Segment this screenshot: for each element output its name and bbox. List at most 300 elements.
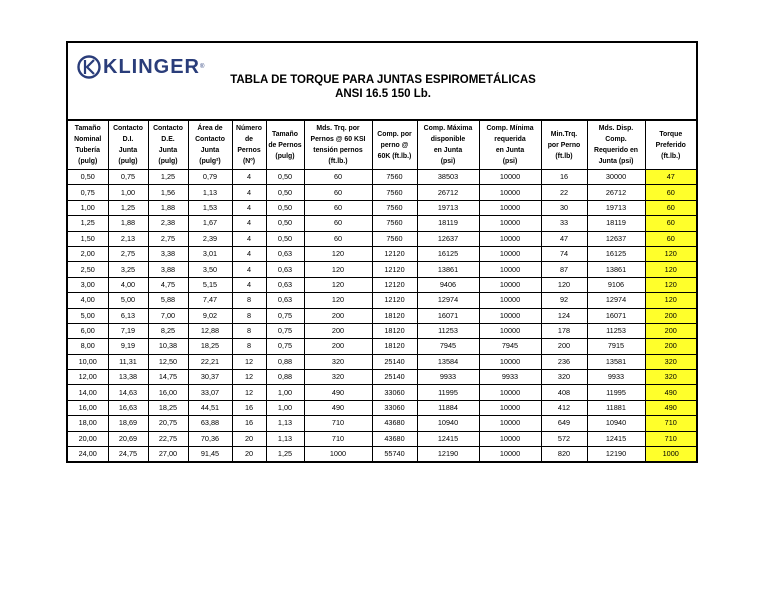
- table-cell: 8,25: [148, 323, 188, 338]
- table-row: [68, 385, 696, 400]
- table-cell: 12,50: [148, 354, 188, 369]
- table-cell: 74: [541, 246, 587, 261]
- column-header-line: (pulg): [118, 158, 138, 165]
- column-header-line: Tubería: [75, 147, 100, 154]
- preferred-torque-cell: 320: [645, 354, 696, 369]
- column-header-line: Requerido en: [593, 147, 639, 154]
- table-cell: 60: [304, 185, 372, 200]
- table-header-row: [68, 121, 696, 170]
- table-cell: 3,50: [188, 262, 232, 277]
- column-header-line: Contacto: [153, 125, 183, 132]
- table-cell: 24,75: [108, 447, 148, 462]
- table-cell: 0,50: [266, 170, 304, 185]
- table-cell: 13584: [417, 354, 479, 369]
- table-cell: 16,00: [148, 385, 188, 400]
- table-cell: 0,75: [266, 308, 304, 323]
- table-cell: 8: [232, 308, 266, 323]
- table-row: [68, 431, 696, 446]
- table-cell: 120: [304, 293, 372, 308]
- table-cell: 22: [541, 185, 587, 200]
- table-cell: 55740: [372, 447, 417, 462]
- table-cell: 11884: [417, 400, 479, 415]
- table-cell: 10000: [479, 431, 541, 446]
- table-cell: 16,63: [108, 400, 148, 415]
- table-cell: 1,13: [266, 431, 304, 446]
- column-header-line: (ft.lb.): [661, 152, 681, 160]
- table-cell: 25140: [372, 354, 417, 369]
- column-header-line: Comp. Mínima: [486, 125, 534, 132]
- table-cell: 20: [232, 431, 266, 446]
- table-cell: 30,37: [188, 370, 232, 385]
- table-cell: 4: [232, 231, 266, 246]
- table-cell: 12415: [587, 431, 645, 446]
- table-cell: 1,00: [266, 400, 304, 415]
- table-cell: 24,00: [68, 447, 108, 462]
- table-cell: 200: [304, 323, 372, 338]
- preferred-torque-cell: 710: [645, 416, 696, 431]
- column-header-line: perno @: [380, 141, 409, 149]
- table-cell: 2,39: [188, 231, 232, 246]
- table-cell: 7560: [372, 170, 417, 185]
- column-header-line: Pernos @ 60 KSI: [310, 136, 366, 143]
- table-cell: 8: [232, 339, 266, 354]
- table-cell: 412: [541, 400, 587, 415]
- table-cell: 27,00: [148, 447, 188, 462]
- table-cell: 1,13: [188, 185, 232, 200]
- table-cell: 6,00: [68, 323, 108, 338]
- table-cell: 2,75: [108, 246, 148, 261]
- column-header-line: Torque: [659, 130, 683, 138]
- torque-table: [68, 121, 696, 461]
- table-cell: 0,50: [266, 231, 304, 246]
- table-cell: 10000: [479, 262, 541, 277]
- table-cell: 26712: [587, 185, 645, 200]
- column-header: [232, 121, 266, 170]
- klinger-emblem-icon: [77, 55, 101, 79]
- table-cell: 408: [541, 385, 587, 400]
- preferred-torque-cell: 47: [645, 170, 696, 185]
- table-cell: 18120: [372, 339, 417, 354]
- table-cell: 3,25: [108, 262, 148, 277]
- table-row: [68, 246, 696, 261]
- table-cell: 26712: [417, 185, 479, 200]
- table-cell: 120: [304, 277, 372, 292]
- table-cell: 9933: [479, 370, 541, 385]
- column-header: [541, 121, 587, 170]
- preferred-torque-cell: 710: [645, 431, 696, 446]
- column-header-line: Mds. Trq. por: [316, 125, 360, 132]
- table-cell: 200: [541, 339, 587, 354]
- table-row: [68, 216, 696, 231]
- table-cell: 22,75: [148, 431, 188, 446]
- table-row: [68, 416, 696, 431]
- table-cell: 649: [541, 416, 587, 431]
- table-cell: 4: [232, 200, 266, 215]
- table-cell: 1,00: [68, 200, 108, 215]
- table-cell: 44,51: [188, 400, 232, 415]
- table-cell: 9,19: [108, 339, 148, 354]
- table-cell: 10000: [479, 200, 541, 215]
- table-cell: 9106: [587, 277, 645, 292]
- table-cell: 10000: [479, 293, 541, 308]
- table-cell: 91,45: [188, 447, 232, 462]
- table-cell: 14,00: [68, 385, 108, 400]
- column-header-line: Junta: [158, 147, 178, 154]
- table-cell: 178: [541, 323, 587, 338]
- column-header-line: (ft.lb.): [328, 158, 348, 165]
- table-cell: 1,25: [68, 216, 108, 231]
- table-cell: 0,75: [68, 185, 108, 200]
- table-cell: 320: [541, 370, 587, 385]
- table-cell: 710: [304, 416, 372, 431]
- column-header-line: en Junta: [433, 147, 463, 154]
- table-cell: 7560: [372, 216, 417, 231]
- table-cell: 12: [232, 354, 266, 369]
- table-cell: 236: [541, 354, 587, 369]
- column-header-line: Nominal: [74, 136, 102, 143]
- table-cell: 6,13: [108, 308, 148, 323]
- table-row: [68, 293, 696, 308]
- table-cell: 12120: [372, 277, 417, 292]
- table-cell: 43680: [372, 431, 417, 446]
- table-cell: 820: [541, 447, 587, 462]
- column-header: [587, 121, 645, 170]
- table-cell: 10000: [479, 246, 541, 261]
- logo-registered-mark: ®: [200, 64, 205, 70]
- table-cell: 12120: [372, 293, 417, 308]
- table-row: [68, 200, 696, 215]
- table-cell: 63,88: [188, 416, 232, 431]
- column-header-line: Min.Trq.: [550, 130, 578, 138]
- table-row: [68, 370, 696, 385]
- table-cell: 0,50: [266, 216, 304, 231]
- table-cell: 16,00: [68, 400, 108, 415]
- table-cell: 1,53: [188, 200, 232, 215]
- table-cell: 33: [541, 216, 587, 231]
- column-header-line: Preferido: [655, 141, 686, 149]
- table-cell: 1,50: [68, 231, 108, 246]
- table-cell: 0,75: [266, 323, 304, 338]
- table-cell: 1,67: [188, 216, 232, 231]
- table-cell: 38503: [417, 170, 479, 185]
- table-cell: 30000: [587, 170, 645, 185]
- column-header-line: D.E.: [161, 136, 175, 143]
- table-cell: 12: [232, 385, 266, 400]
- column-header-line: (pulg²): [199, 158, 221, 165]
- column-header-line: en Junta: [495, 147, 525, 154]
- table-cell: 10940: [417, 416, 479, 431]
- table-cell: 11995: [587, 385, 645, 400]
- table-row: [68, 323, 696, 338]
- preferred-torque-cell: 320: [645, 370, 696, 385]
- table-cell: 10000: [479, 447, 541, 462]
- table-cell: 5,15: [188, 277, 232, 292]
- table-cell: 10000: [479, 308, 541, 323]
- table-cell: 47: [541, 231, 587, 246]
- table-cell: 0,88: [266, 354, 304, 369]
- column-header-line: (pulg): [158, 158, 178, 165]
- column-header-line: (pulg): [78, 158, 98, 165]
- column-header-line: (pulg): [275, 152, 295, 160]
- document-header: [68, 43, 696, 121]
- table-cell: 87: [541, 262, 587, 277]
- table-cell: 18,25: [188, 339, 232, 354]
- column-header-line: Contacto: [113, 125, 143, 132]
- table-cell: 16071: [587, 308, 645, 323]
- table-cell: 7,19: [108, 323, 148, 338]
- table-cell: 120: [304, 246, 372, 261]
- table-cell: 572: [541, 431, 587, 446]
- table-cell: 10000: [479, 354, 541, 369]
- table-cell: 3,38: [148, 246, 188, 261]
- table-cell: 7560: [372, 200, 417, 215]
- column-header-line: (ft.lb): [555, 152, 573, 160]
- table-cell: 19713: [417, 200, 479, 215]
- table-row: [68, 354, 696, 369]
- table-cell: 320: [304, 370, 372, 385]
- table-cell: 12,00: [68, 370, 108, 385]
- table-row: [68, 277, 696, 292]
- table-cell: 33060: [372, 385, 417, 400]
- column-header: [304, 121, 372, 170]
- table-cell: 10000: [479, 277, 541, 292]
- table-cell: 3,00: [68, 277, 108, 292]
- table-cell: 43680: [372, 416, 417, 431]
- table-cell: 12637: [417, 231, 479, 246]
- table-cell: 18119: [417, 216, 479, 231]
- preferred-torque-cell: 490: [645, 400, 696, 415]
- table-cell: 320: [304, 354, 372, 369]
- table-cell: 1,56: [148, 185, 188, 200]
- table-cell: 1,00: [266, 385, 304, 400]
- table-row: [68, 400, 696, 415]
- preferred-torque-cell: 60: [645, 185, 696, 200]
- table-row: [68, 308, 696, 323]
- table-cell: 120: [541, 277, 587, 292]
- column-header-line: Junta (psi): [598, 158, 634, 165]
- table-cell: 12974: [417, 293, 479, 308]
- table-cell: 4: [232, 246, 266, 261]
- table-cell: 18120: [372, 308, 417, 323]
- table-cell: 1,25: [266, 447, 304, 462]
- table-cell: 0,63: [266, 246, 304, 261]
- table-cell: 7945: [479, 339, 541, 354]
- table-cell: 710: [304, 431, 372, 446]
- table-cell: 10000: [479, 416, 541, 431]
- table-cell: 10000: [479, 170, 541, 185]
- table-cell: 9933: [417, 370, 479, 385]
- table-cell: 4: [232, 216, 266, 231]
- table-cell: 20,75: [148, 416, 188, 431]
- column-header-line: Mds. Disp.: [598, 125, 634, 132]
- column-header: [479, 121, 541, 170]
- preferred-torque-cell: 120: [645, 277, 696, 292]
- table-cell: 18120: [372, 323, 417, 338]
- table-cell: 16071: [417, 308, 479, 323]
- table-cell: 22,21: [188, 354, 232, 369]
- table-cell: 12120: [372, 262, 417, 277]
- table-cell: 16125: [587, 246, 645, 261]
- table-cell: 12190: [417, 447, 479, 462]
- column-header-line: (psi): [502, 158, 518, 165]
- column-header-line: tensión pernos: [313, 147, 363, 154]
- table-cell: 14,75: [148, 370, 188, 385]
- table-cell: 11881: [587, 400, 645, 415]
- preferred-torque-cell: 490: [645, 385, 696, 400]
- preferred-torque-cell: 60: [645, 216, 696, 231]
- table-row: [68, 262, 696, 277]
- table-cell: 12974: [587, 293, 645, 308]
- column-header-line: Contacto: [195, 136, 225, 143]
- table-cell: 3,88: [148, 262, 188, 277]
- table-cell: 11,31: [108, 354, 148, 369]
- table-cell: 1,00: [108, 185, 148, 200]
- table-row: [68, 447, 696, 462]
- preferred-torque-cell: 200: [645, 308, 696, 323]
- table-cell: 16125: [417, 246, 479, 261]
- column-header-line: de: [244, 136, 254, 143]
- table-cell: 18,69: [108, 416, 148, 431]
- table-cell: 11253: [587, 323, 645, 338]
- column-header-line: de Pernos: [268, 141, 302, 149]
- table-cell: 10,38: [148, 339, 188, 354]
- table-cell: 1,88: [148, 200, 188, 215]
- document-frame: [66, 41, 698, 463]
- table-cell: 9,02: [188, 308, 232, 323]
- column-header: [108, 121, 148, 170]
- table-cell: 10000: [479, 185, 541, 200]
- table-cell: 9933: [587, 370, 645, 385]
- table-cell: 0,75: [108, 170, 148, 185]
- table-cell: 30: [541, 200, 587, 215]
- column-header-line: Junta: [200, 147, 220, 154]
- column-header: [372, 121, 417, 170]
- table-cell: 19713: [587, 200, 645, 215]
- table-cell: 16: [232, 416, 266, 431]
- table-cell: 7915: [587, 339, 645, 354]
- table-cell: 16: [541, 170, 587, 185]
- table-cell: 11253: [417, 323, 479, 338]
- table-cell: 2,50: [68, 262, 108, 277]
- column-header-line: (Nº): [242, 158, 256, 165]
- column-header: [266, 121, 304, 170]
- table-cell: 200: [304, 339, 372, 354]
- table-cell: 12415: [417, 431, 479, 446]
- column-header-line: Tamaño: [74, 125, 101, 132]
- table-cell: 10000: [479, 323, 541, 338]
- preferred-torque-cell: 1000: [645, 447, 696, 462]
- table-cell: 70,36: [188, 431, 232, 446]
- table-cell: 8: [232, 323, 266, 338]
- column-header-line: Pernos: [237, 147, 261, 154]
- table-cell: 10000: [479, 216, 541, 231]
- preferred-torque-cell: 120: [645, 262, 696, 277]
- table-cell: 11995: [417, 385, 479, 400]
- table-row: [68, 231, 696, 246]
- table-cell: 4: [232, 185, 266, 200]
- table-cell: 0,88: [266, 370, 304, 385]
- table-cell: 8: [232, 293, 266, 308]
- table-cell: 7560: [372, 231, 417, 246]
- column-header-line: Junta: [118, 147, 138, 154]
- column-header-line: Número: [235, 125, 263, 132]
- column-header: [645, 121, 696, 170]
- column-header-line: requerida: [494, 136, 526, 143]
- table-cell: 33,07: [188, 385, 232, 400]
- table-cell: 4: [232, 170, 266, 185]
- column-header-line: Comp. por: [377, 130, 412, 138]
- table-cell: 92: [541, 293, 587, 308]
- table-cell: 16: [232, 400, 266, 415]
- table-cell: 1,88: [108, 216, 148, 231]
- table-cell: 14,63: [108, 385, 148, 400]
- table-cell: 7560: [372, 185, 417, 200]
- table-cell: 10940: [587, 416, 645, 431]
- preferred-torque-cell: 120: [645, 246, 696, 261]
- table-cell: 18,00: [68, 416, 108, 431]
- logo-wordmark: KLINGER: [103, 55, 200, 78]
- table-cell: 4,00: [108, 277, 148, 292]
- table-cell: 20,69: [108, 431, 148, 446]
- table-cell: 490: [304, 400, 372, 415]
- table-cell: 60: [304, 231, 372, 246]
- column-header-line: Comp.: [605, 136, 627, 143]
- table-cell: 10000: [479, 400, 541, 415]
- table-cell: 2,13: [108, 231, 148, 246]
- table-cell: 8,00: [68, 339, 108, 354]
- table-cell: 490: [304, 385, 372, 400]
- table-cell: 12,88: [188, 323, 232, 338]
- table-cell: 5,88: [148, 293, 188, 308]
- table-row: [68, 339, 696, 354]
- preferred-torque-cell: 200: [645, 323, 696, 338]
- table-cell: 20,00: [68, 431, 108, 446]
- table-cell: 9406: [417, 277, 479, 292]
- table-cell: 60: [304, 200, 372, 215]
- table-cell: 4: [232, 277, 266, 292]
- column-header-line: por Perno: [547, 141, 581, 149]
- table-cell: 60: [304, 216, 372, 231]
- table-cell: 13861: [417, 262, 479, 277]
- column-header-line: (psi): [440, 158, 456, 165]
- table-cell: 4,00: [68, 293, 108, 308]
- table-body: [68, 170, 696, 462]
- table-cell: 12120: [372, 246, 417, 261]
- column-header-line: D.I.: [122, 136, 134, 143]
- table-cell: 60: [304, 170, 372, 185]
- table-cell: 12: [232, 370, 266, 385]
- table-cell: 0,50: [266, 200, 304, 215]
- table-cell: 12190: [587, 447, 645, 462]
- table-cell: 7945: [417, 339, 479, 354]
- table-cell: 2,00: [68, 246, 108, 261]
- document-title: [208, 73, 558, 101]
- column-header: [417, 121, 479, 170]
- table-cell: 20: [232, 447, 266, 462]
- table-cell: 33060: [372, 400, 417, 415]
- column-header: [148, 121, 188, 170]
- table-cell: 2,38: [148, 216, 188, 231]
- table-cell: 5,00: [68, 308, 108, 323]
- title-line-2: ANSI 16.5 150 Lb.: [335, 88, 431, 100]
- table-cell: 4: [232, 262, 266, 277]
- table-cell: 0,63: [266, 277, 304, 292]
- column-header-line: disponible: [430, 136, 466, 143]
- column-header-line: 60K (ft.lb.): [377, 152, 412, 160]
- preferred-torque-cell: 120: [645, 293, 696, 308]
- table-cell: 10,00: [68, 354, 108, 369]
- column-header-line: Comp. Máxima: [423, 125, 473, 132]
